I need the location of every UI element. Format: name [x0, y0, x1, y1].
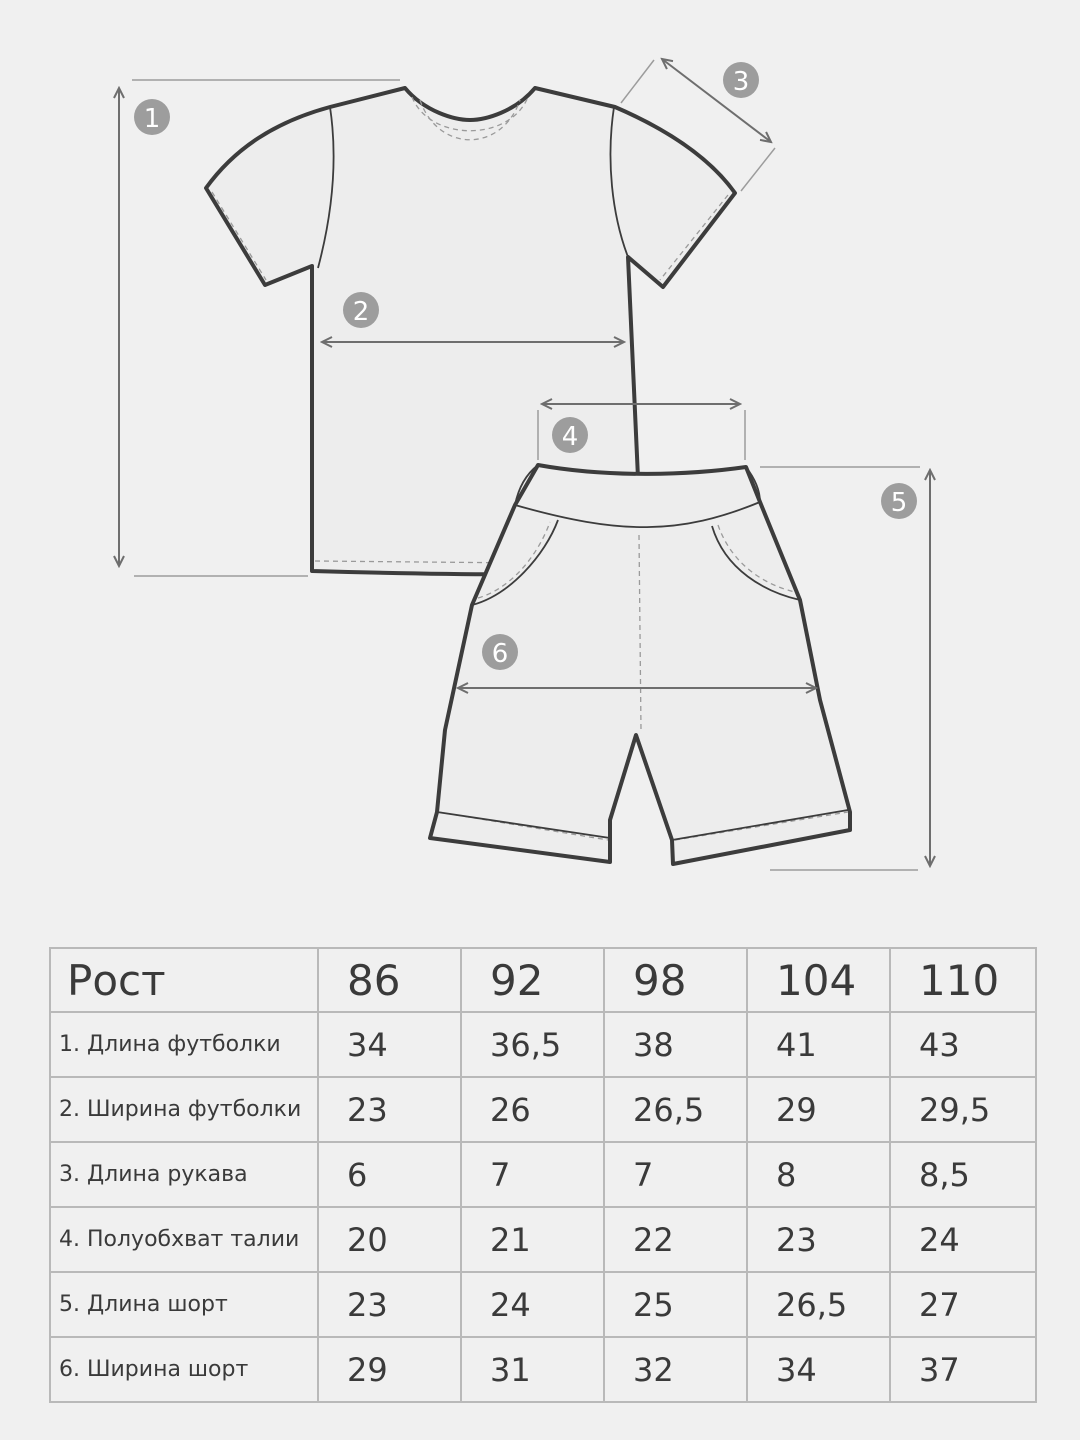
table-cell: 6 [318, 1142, 461, 1207]
table-cell: 41 [747, 1012, 890, 1077]
table-header-row [50, 948, 1036, 1012]
table-cell: 7 [604, 1142, 747, 1207]
table-cell: 26,5 [604, 1077, 747, 1142]
table-cell: 24 [461, 1272, 604, 1337]
callout-3-badge [723, 62, 759, 98]
callout-5-label: 5 [890, 488, 908, 518]
table-cell: 21 [461, 1207, 604, 1272]
callout-2-badge [343, 292, 379, 328]
table-cell: 7 [461, 1142, 604, 1207]
table-cell: 29,5 [890, 1077, 1036, 1142]
table-cell: 32 [604, 1337, 747, 1402]
header-cell-size: 110 [890, 948, 1036, 1012]
table-cell: 26 [461, 1077, 604, 1142]
table-cell: 26,5 [747, 1272, 890, 1337]
table-cell: 23 [318, 1272, 461, 1337]
row-label: 5. Длина шорт [50, 1272, 318, 1337]
header-cell-size: 104 [747, 948, 890, 1012]
table-cell: 20 [318, 1207, 461, 1272]
callout-3-label: 3 [732, 67, 750, 97]
table-cell: 34 [747, 1337, 890, 1402]
header-cell-size: 92 [461, 948, 604, 1012]
callout-4-label: 4 [561, 422, 579, 452]
table-cell: 8 [747, 1142, 890, 1207]
callout-4-badge [552, 417, 588, 453]
callout-5-badge [881, 483, 917, 519]
row-label: 4. Полуобхват талии [50, 1207, 318, 1272]
table-cell: 36,5 [461, 1012, 604, 1077]
table-cell: 29 [318, 1337, 461, 1402]
callout-6-badge [482, 634, 518, 670]
row-label: 1. Длина футболки [50, 1012, 318, 1077]
header-cell-size: 86 [318, 948, 461, 1012]
header-cell-size: 98 [604, 948, 747, 1012]
callout-6-label: 6 [491, 639, 509, 669]
table-row [50, 1142, 1036, 1207]
table-cell: 31 [461, 1337, 604, 1402]
callout-1-badge [134, 99, 170, 135]
row-label: 3. Длина рукава [50, 1142, 318, 1207]
table-row [50, 1077, 1036, 1142]
table-row [50, 1207, 1036, 1272]
table-cell: 27 [890, 1272, 1036, 1337]
table-cell: 29 [747, 1077, 890, 1142]
table-cell: 8,5 [890, 1142, 1036, 1207]
table-row [50, 1272, 1036, 1337]
table-row [50, 1012, 1036, 1077]
size-table [49, 947, 1037, 1403]
callout-1-label: 1 [143, 104, 161, 134]
table-cell: 38 [604, 1012, 747, 1077]
header-cell-height: Рост [50, 948, 318, 1012]
table-cell: 25 [604, 1272, 747, 1337]
table-cell: 22 [604, 1207, 747, 1272]
table-cell: 23 [318, 1077, 461, 1142]
row-label: 2. Ширина футболки [50, 1077, 318, 1142]
row-label: 6. Ширина шорт [50, 1337, 318, 1402]
table-cell: 34 [318, 1012, 461, 1077]
table-cell: 23 [747, 1207, 890, 1272]
callout-2-label: 2 [352, 297, 370, 327]
table-row [50, 1337, 1036, 1402]
table-cell: 43 [890, 1012, 1036, 1077]
table-cell: 37 [890, 1337, 1036, 1402]
table-cell: 24 [890, 1207, 1036, 1272]
